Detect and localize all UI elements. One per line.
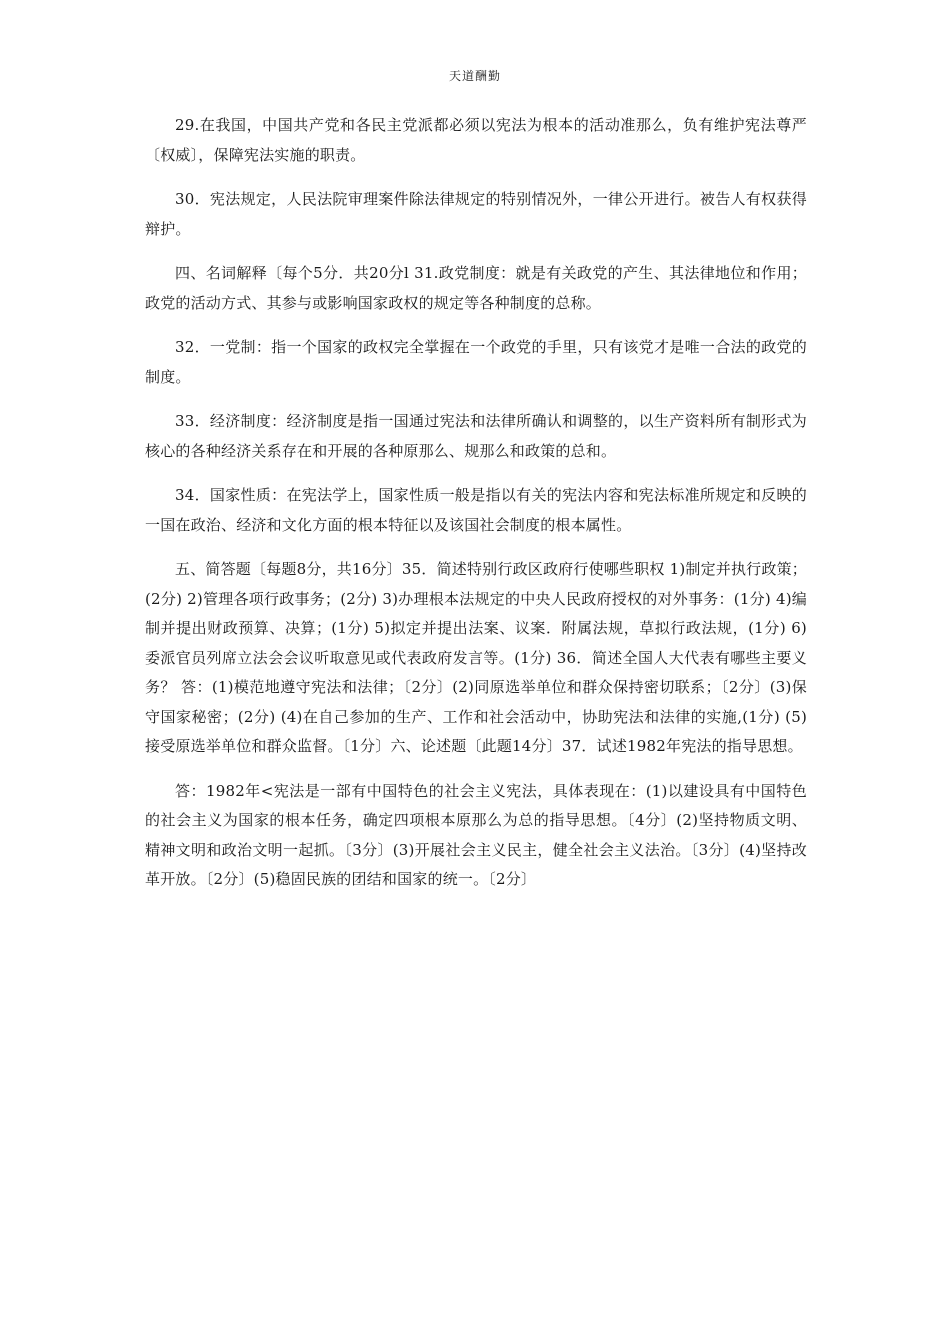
paragraph-q30: 30．宪法规定，人民法院审理案件除法律规定的特别情况外，一律公开进行。被告人有权获得辩护。 (145, 190, 807, 238)
paragraph-section-five-six: 五、简答题〔每题8分，共16分〕35．简述特别行政区政府行使哪些职权 1)制定并执行政策；(2分) 2)管理各项行政事务；(2分) 3)办理根本法规定的中央人民政府授权的对外事务：(1分) 4)编制并提出财政预算、决算；(1分) 5)拟定并提出法案、议案．附属法规，草拟行政法规，(1分) 6)委派官员列席立法会会议听取意见或代表政府发言等。(1分) 36．简述全国人大代表有哪些主要义务？ 答：(1)模范地遵守宪法和法律；〔2分〕(2)同原选举单位和群众保持密切联系；〔2分〕(3)保守国家秘密；(2分) (4)在自己参加的生产、工作和社会活动中，协助宪法和法律的实施,(1分) (5)接受原选举单位和群众监督。〔1分〕六、论述题〔此题14分〕37．试述1982年宪法的指导思想。 (145, 560, 807, 755)
paragraph-q29: 29.在我国，中国共产党和各民主党派都必须以宪法为根本的活动准那么，负有维护宪法尊严〔权威〕，保障宪法实施的职责。 (145, 116, 807, 164)
paragraph-q33: 33．经济制度：经济制度是指一国通过宪法和法律所确认和调整的，以生产资料所有制形式为核心的各种经济关系存在和开展的各种原那么、规那么和政策的总和。 (145, 412, 807, 460)
paragraph-q32: 32．一党制：指一个国家的政权完全掌握在一个政党的手里，只有该党才是唯一合法的政党的制度。 (145, 338, 807, 386)
document-body (145, 111, 807, 910)
paragraph-answer-q37: 答：1982年<宪法是一部有中国特色的社会主义宪法，具体表现在：(1)以建设具有中国特色的社会主义为国家的根本任务，确定四项根本原那么为总的指导思想。〔4分〕(2)坚持物质文明、精神文明和政治文明一起抓。〔3分〕(3)开展社会主义民主，健全社会主义法治。〔3分〕(4)坚持改革开放。〔2分〕(5)稳固民族的团结和国家的统一。〔2分〕 (145, 781, 807, 888)
running-header: 天道酬勤 (448, 69, 501, 83)
paragraph-section-four-q31: 四、名词解释〔每个5分．共20分l 31.政党制度：就是有关政党的产生、其法律地位和作用；政党的活动方式、其参与或影响国家政权的规定等各种制度的总称。 (145, 264, 807, 312)
paragraph-q34: 34．国家性质：在宪法学上，国家性质一般是指以有关的宪法内容和宪法标准所规定和反映的一国在政治、经济和文化方面的根本特征以及该国社会制度的根本属性。 (145, 486, 807, 534)
